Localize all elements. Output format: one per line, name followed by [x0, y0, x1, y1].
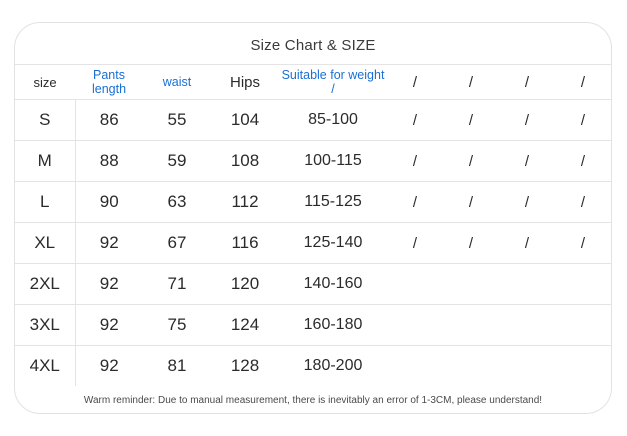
cell-weight: 115-125 — [279, 182, 387, 223]
cell-weight: 140-160 — [279, 264, 387, 305]
column-header-hips: Hips — [211, 65, 279, 100]
cell-extra-3: / — [499, 182, 555, 223]
cell-extra-2 — [443, 346, 499, 387]
column-header-pants-length: Pants length — [75, 65, 143, 100]
cell-weight: 180-200 — [279, 346, 387, 387]
column-header-slash-2: / — [443, 65, 499, 100]
cell-waist: 63 — [143, 182, 211, 223]
column-header-waist: waist — [143, 65, 211, 100]
column-header-suitable-weight: Suitable for weight / — [279, 65, 387, 100]
size-chart-card — [14, 22, 612, 414]
cell-extra-4: / — [555, 100, 611, 141]
cell-hips: 120 — [211, 264, 279, 305]
cell-extra-3 — [499, 346, 555, 387]
cell-pants-length: 88 — [75, 141, 143, 182]
cell-size: M — [15, 141, 75, 182]
cell-extra-1: / — [387, 182, 443, 223]
table-row — [15, 305, 611, 346]
cell-pants-length: 92 — [75, 305, 143, 346]
table-row — [15, 223, 611, 264]
cell-weight: 125-140 — [279, 223, 387, 264]
cell-extra-1: / — [387, 141, 443, 182]
cell-extra-4 — [555, 346, 611, 387]
cell-extra-2 — [443, 305, 499, 346]
cell-extra-3 — [499, 264, 555, 305]
cell-size: XL — [15, 223, 75, 264]
cell-extra-4: / — [555, 223, 611, 264]
cell-extra-2 — [443, 264, 499, 305]
table-row — [15, 182, 611, 223]
cell-extra-2: / — [443, 141, 499, 182]
cell-waist: 67 — [143, 223, 211, 264]
table-row — [15, 346, 611, 387]
cell-hips: 116 — [211, 223, 279, 264]
table-header-row — [15, 65, 611, 100]
cell-extra-2: / — [443, 100, 499, 141]
cell-extra-1: / — [387, 100, 443, 141]
cell-pants-length: 92 — [75, 346, 143, 387]
cell-weight: 160-180 — [279, 305, 387, 346]
column-header-slash-3: / — [499, 65, 555, 100]
cell-waist: 75 — [143, 305, 211, 346]
column-header-slash-1: / — [387, 65, 443, 100]
cell-size: S — [15, 100, 75, 141]
page-title: Size Chart & SIZE — [250, 37, 376, 54]
cell-pants-length: 90 — [75, 182, 143, 223]
cell-size: 3XL — [15, 305, 75, 346]
cell-pants-length: 92 — [75, 264, 143, 305]
cell-extra-1: / — [387, 223, 443, 264]
column-header-size: size — [15, 65, 75, 100]
cell-extra-1 — [387, 264, 443, 305]
cell-size: 4XL — [15, 346, 75, 387]
cell-extra-4 — [555, 305, 611, 346]
cell-extra-4: / — [555, 141, 611, 182]
cell-hips: 112 — [211, 182, 279, 223]
cell-extra-1 — [387, 346, 443, 387]
table-row — [15, 264, 611, 305]
cell-hips: 124 — [211, 305, 279, 346]
cell-hips: 108 — [211, 141, 279, 182]
cell-pants-length: 86 — [75, 100, 143, 141]
cell-waist: 81 — [143, 346, 211, 387]
cell-extra-1 — [387, 305, 443, 346]
cell-size: L — [15, 182, 75, 223]
cell-hips: 128 — [211, 346, 279, 387]
cell-extra-2: / — [443, 223, 499, 264]
cell-weight: 100-115 — [279, 141, 387, 182]
table-row — [15, 100, 611, 141]
cell-extra-4 — [555, 264, 611, 305]
cell-waist: 55 — [143, 100, 211, 141]
cell-size: 2XL — [15, 264, 75, 305]
cell-extra-4: / — [555, 182, 611, 223]
warm-reminder-note: Warm reminder: Due to manual measurement, there is inevitably an error of 1-3CM, please understand! — [83, 395, 543, 406]
cell-extra-3: / — [499, 141, 555, 182]
cell-pants-length: 92 — [75, 223, 143, 264]
cell-waist: 71 — [143, 264, 211, 305]
cell-extra-2: / — [443, 182, 499, 223]
cell-weight: 85-100 — [279, 100, 387, 141]
size-chart-table — [15, 64, 611, 386]
column-header-slash-4: / — [555, 65, 611, 100]
table-row — [15, 141, 611, 182]
cell-extra-3 — [499, 305, 555, 346]
cell-waist: 59 — [143, 141, 211, 182]
cell-extra-3: / — [499, 100, 555, 141]
cell-hips: 104 — [211, 100, 279, 141]
cell-extra-3: / — [499, 223, 555, 264]
